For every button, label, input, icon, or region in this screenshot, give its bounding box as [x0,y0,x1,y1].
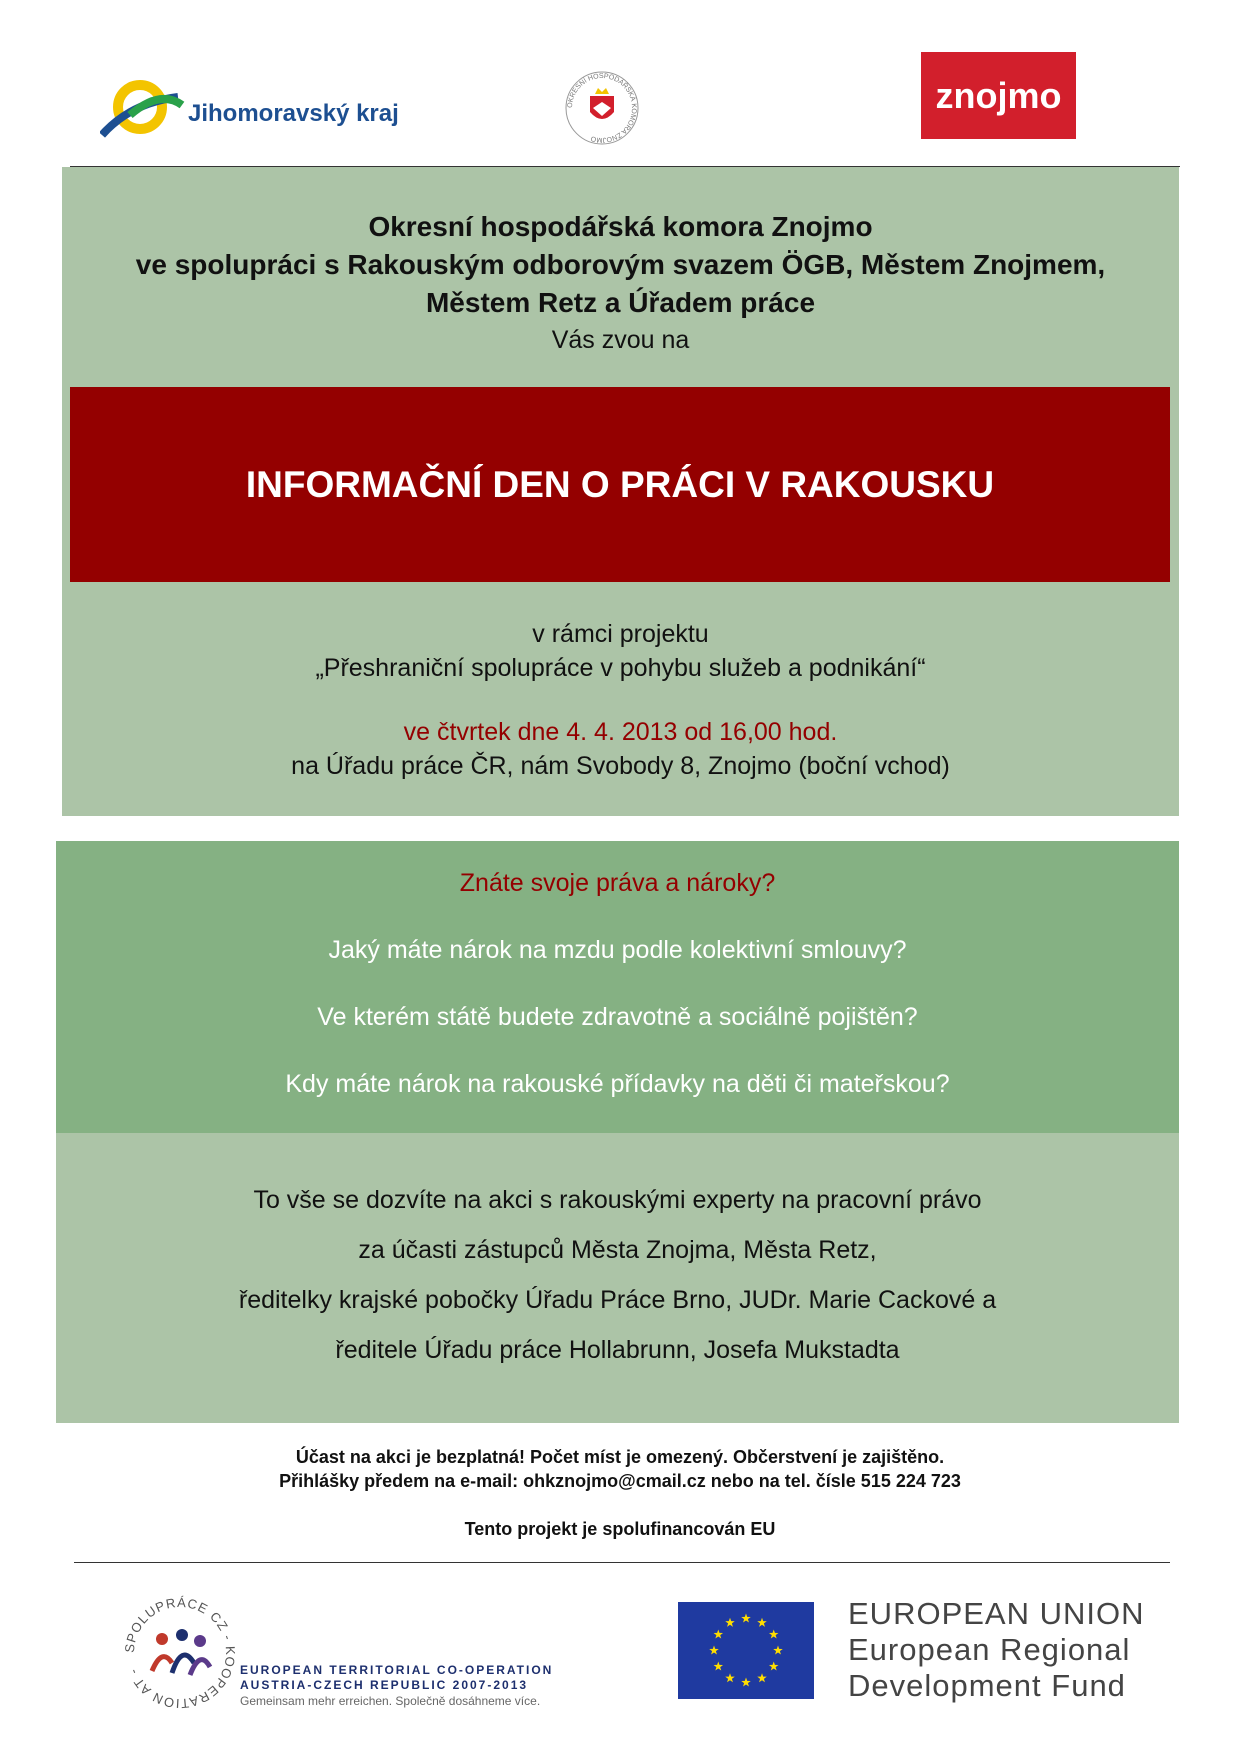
jihomoravsky-kraj-logo-text: Jihomoravský kraj [188,100,399,127]
footer-contact: Přihlášky předem na e-mail: ohkznojmo@cmail.cz nebo na tel. čísle 515 224 723 [279,1471,961,1491]
questions-heading: Znáte svoje práva a nároky? [459,869,776,897]
ohk-znojmo-seal-logo [562,68,642,148]
coop-text-line-2: AUSTRIA-CZECH REPUBLIC 2007-2013 [240,1678,529,1692]
experts-line-1: To vše se dozvíte na akci s rakouskými experty na pracovní právo [253,1186,982,1214]
question-1: Jaký máte nárok na mzdu podle kolektivní smlouvy? [328,936,907,964]
cz-at-cooperation-logo [120,1593,240,1713]
znojmo-logo: znojmo [921,52,1076,139]
experts-section [56,1133,1179,1423]
intro-line-1: Okresní hospodářská komora Znojmo [368,211,873,242]
eu-line-3: Development Fund [848,1668,1126,1703]
footer-eu-cofunding: Tento projekt je spolufinancován EU [464,1519,776,1539]
coop-text-line-3: Gemeinsam mehr erreichen. Společně dosáhneme více. [240,1694,541,1708]
experts-line-3: ředitelky krajské pobočky Úřadu Práce Brno, JUDr. Marie Cackové a [238,1286,997,1314]
ohk-seal-ring-text: OKRESNÍ HOSPODÁŘSKÁ KOMORA ZNOJMO [566,72,638,144]
event-place: na Úřadu práce ČR, nám Svobody 8, Znojmo (boční vchod) [291,752,950,780]
eu-line-2: European Regional [848,1632,1131,1667]
experts-line-2: za účasti zástupců Města Znojma, Města Retz, [358,1236,877,1264]
event-title-banner: INFORMAČNÍ DEN O PRÁCI V RAKOUSKU [70,387,1170,582]
event-date: ve čtvrtek dne 4. 4. 2013 od 16,00 hod. [403,718,838,746]
coop-text-line-1: EUROPEAN TERRITORIAL CO-OPERATION [240,1663,554,1677]
eu-line-1: EUROPEAN UNION [848,1596,1145,1631]
footer-line-1: Účast na akci je bezplatná! Počet míst je omezený. Občerstvení je zajištěno. [295,1447,945,1467]
intro-line-2: ve spolupráci s Rakouským odborovým svazem ÖGB, Městem Znojmem, [135,249,1106,280]
svg-text:SPOLUPRÁCE CZ - KOOPERATION AT [122,1595,238,1711]
project-line-1: v rámci projektu [532,620,709,648]
eu-flag-icon [678,1602,814,1699]
experts-line-4: ředitele Úřadu práce Hollabrunn, Josefa Mukstadta [335,1336,900,1364]
bottom-divider [74,1562,1170,1563]
question-3: Kdy máte nárok na rakouské přídavky na děti či mateřskou? [285,1070,950,1098]
intro-line-3: Městem Retz a Úřadem práce [425,287,816,318]
project-name: „Přeshraniční spolupráce v pohybu služeb a podnikání“ [315,654,926,682]
question-2: Ve kterém státě budete zdravotně a sociálně pojištěn? [317,1003,918,1031]
intro-line-4: Vás zvou na [551,326,690,354]
coop-ring-text: SPOLUPRÁCE CZ - KOOPERATION AT - [121,1594,239,1712]
